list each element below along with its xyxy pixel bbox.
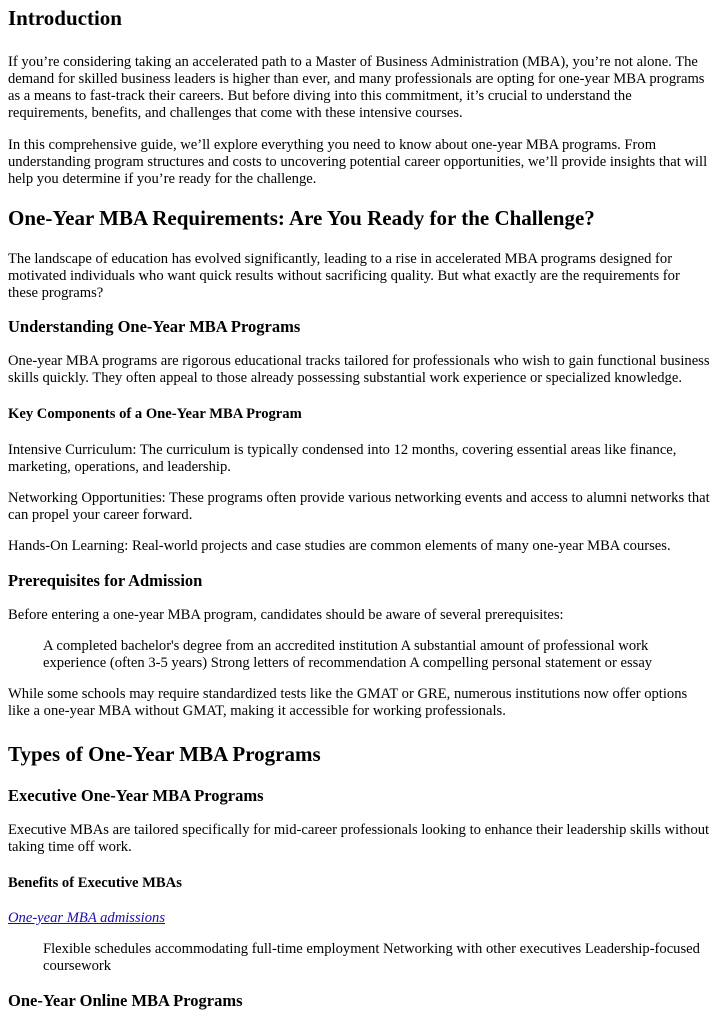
intro-paragraph-1: If you’re considering taking an accelerated path to a Master of Business Administration (MBA), you’re not alone. The demand for skilled business leaders is higher than ever, and many professionals are opting for one-year MBA programs as a means to fast-track their careers. But before diving into this commitment, it’s crucial to understand the requirements, benefits, and challenges that come with these intensive courses. <box>8 54 705 121</box>
component-item: Hands-On Learning: Real-world projects and case studies are common elements of many one-year MBA courses. <box>8 538 671 554</box>
components-heading: Key Components of a One-Year MBA Program <box>8 406 302 422</box>
component-item: Networking Opportunities: These programs often provide various networking events and access to alumni networks that can propel your career forward. <box>8 490 710 523</box>
executive-benefits-heading: Benefits of Executive MBAs <box>8 875 182 891</box>
prerequisites-intro: Before entering a one-year MBA program, candidates should be aware of several prerequisites: <box>8 607 564 623</box>
article <box>0 6 720 1011</box>
requirements-paragraph: The landscape of education has evolved significantly, leading to a rise in accelerated MBA programs designed for motivated individuals who want quick results without sacrificing quality. But what exactly are the requirements for these programs? <box>8 251 680 301</box>
online-heading: One-Year Online MBA Programs <box>8 991 243 1010</box>
prerequisites-outro: While some schools may require standardized tests like the GMAT or GRE, numerous institutions now offer options like a one-year MBA without GMAT, making it accessible for working professionals. <box>8 686 688 719</box>
requirements-heading: One-Year MBA Requirements: Are You Ready for the Challenge? <box>8 206 595 230</box>
intro-heading: Introduction <box>8 6 122 30</box>
prerequisites-list: A completed bachelor's degree from an accredited institution A substantial amount of professional work experience (often 3-5 years) Strong letters of recommendation A compelling personal statement or essay <box>43 638 653 671</box>
prerequisites-heading: Prerequisites for Admission <box>8 571 203 590</box>
executive-benefits-list: Flexible schedules accommodating full-time employment Networking with other executives Leadership-focused coursework <box>43 941 700 974</box>
component-item: Intensive Curriculum: The curriculum is typically condensed into 12 months, covering essential areas like finance, marketing, operations, and leadership. <box>8 442 677 475</box>
executive-heading: Executive One-Year MBA Programs <box>8 786 264 805</box>
admissions-link-paragraph <box>8 910 712 927</box>
admissions-link[interactable]: One-year MBA admissions <box>8 910 165 926</box>
executive-paragraph: Executive MBAs are tailored specifically for mid-career professionals looking to enhance their leadership skills without taking time off work. <box>8 822 710 855</box>
intro-paragraph-2: In this comprehensive guide, we’ll explore everything you need to know about one-year MBA programs. From understanding program structures and costs to uncovering potential career opportunities, we’ll provide insights that will help you determine if you’re ready for the challenge. <box>8 137 708 187</box>
types-heading: Types of One-Year MBA Programs <box>8 742 321 766</box>
understanding-heading: Understanding One-Year MBA Programs <box>8 317 301 336</box>
understanding-paragraph: One-year MBA programs are rigorous educational tracks tailored for professionals who wish to gain functional business skills quickly. They often appeal to those already possessing substantial work experience or specialized knowledge. <box>8 353 710 386</box>
